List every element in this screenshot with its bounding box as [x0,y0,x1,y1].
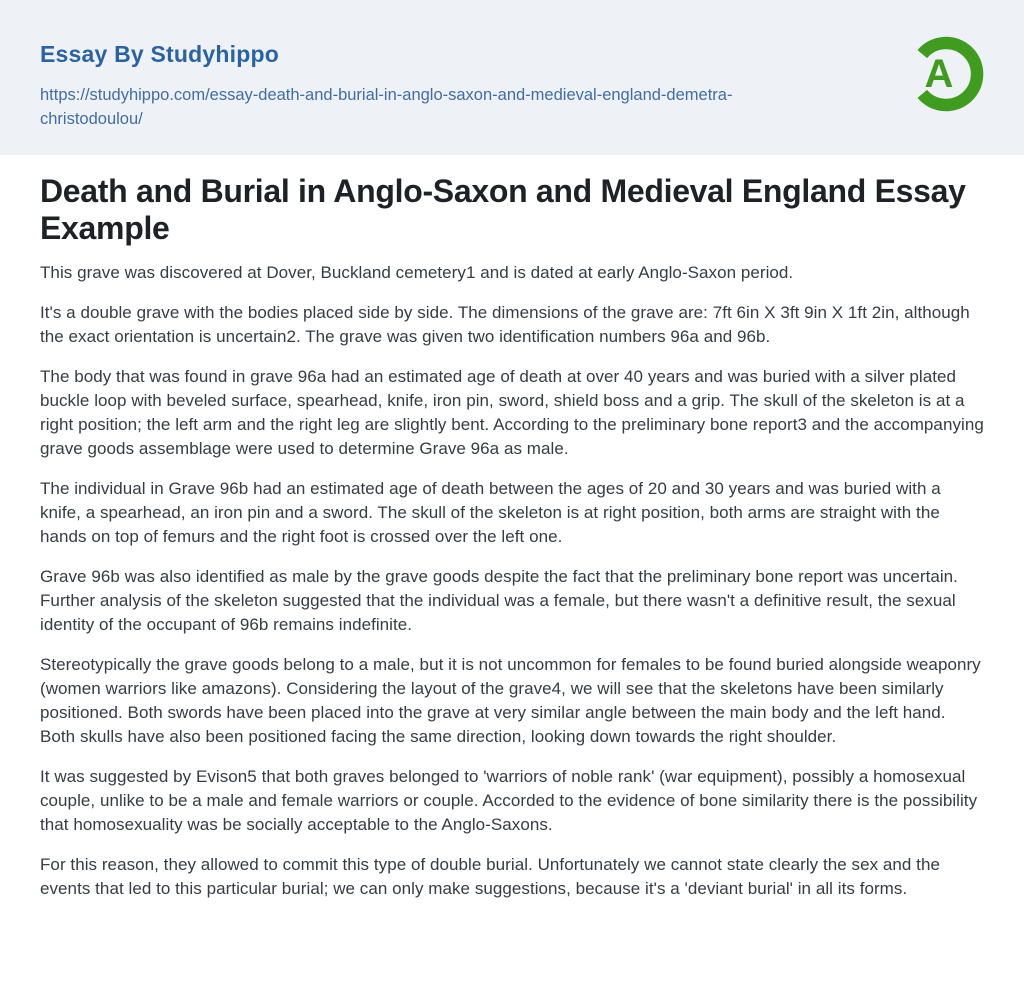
essay-paragraph: Stereotypically the grave goods belong to a male, but it is not uncommon for females to be found buried alongside weaponry (women warriors like amazons). Considering the layout of the grave4, we will see that the skeletons have been similarly positioned. Both swords have been placed into the grave at very similar angle between the main body and the left hand. Both skulls have also been positioned facing the same direction, looking down towards the right shoulder. [40,655,981,746]
site-title: Essay By Studyhippo [40,41,279,67]
essay-paragraph: This grave was discovered at Dover, Buckland cemetery1 and is dated at early Anglo-Saxon period. [40,263,794,282]
essay-paragraph: The body that was found in grave 96a had an estimated age of death at over 40 years and was buried with a silver plated buckle loop with beveled surface, spearhead, knife, iron pin, sword, shield boss and a grip. The skull of the skeleton is at a right position; the left arm and the right leg are slightly bent. According to the preliminary bone report3 and the accompanying grave goods assemblage were used to determine Grave 96a as male. [40,367,984,458]
header-text-block [40,40,810,131]
broken-ring-logo-icon [906,34,986,114]
page-title: Death and Burial in Anglo-Saxon and Medieval England Essay Example [40,173,966,246]
essay-paragraph: The individual in Grave 96b had an estimated age of death between the ages of 20 and 30 years and was buried with a knife, a spearhead, an iron pin and a sword. The skull of the skeleton is at right position, both arms are straight with the hands on top of femurs and the right foot is crossed over the left one. [40,479,941,546]
site-logo[interactable] [906,34,986,119]
essay-body [40,261,984,901]
essay-paragraph: It was suggested by Evison5 that both graves belonged to 'warriors of noble rank' (war equipment), possibly a homosexual couple, unlike to be a male and female warriors or couple. Accorded to the evidence of bone similarity there is the possibility that homosexuality was be socially acceptable to the Anglo-Saxons. [40,767,978,834]
essay-paragraph: For this reason, they allowed to commit this type of double burial. Unfortunately we cannot state clearly the sex and the events that led to this particular burial; we can only make suggestions, because it's a 'deviant burial' in all its forms. [40,855,940,898]
page-header [0,0,1024,155]
essay-paragraph: It's a double grave with the bodies placed side by side. The dimensions of the grave are: 7ft 6in X 3ft 9in X 1ft 2in, although the exact orientation is uncertain2. The grave was given two identification numbers 96a and 96b. [40,303,970,346]
logo-letter: A [924,52,954,96]
main-content [0,155,1024,901]
source-url-link[interactable]: https://studyhippo.com/essay-death-and-burial-in-anglo-saxon-and-medieval-england-demetra-christodoulou/ [40,86,733,128]
essay-paragraph: Grave 96b was also identified as male by the grave goods despite the fact that the preliminary bone report was uncertain. Further analysis of the skeleton suggested that the individual was a female, but there wasn't a definitive result, the sexual identity of the occupant of 96b remains indefinite. [40,567,958,634]
